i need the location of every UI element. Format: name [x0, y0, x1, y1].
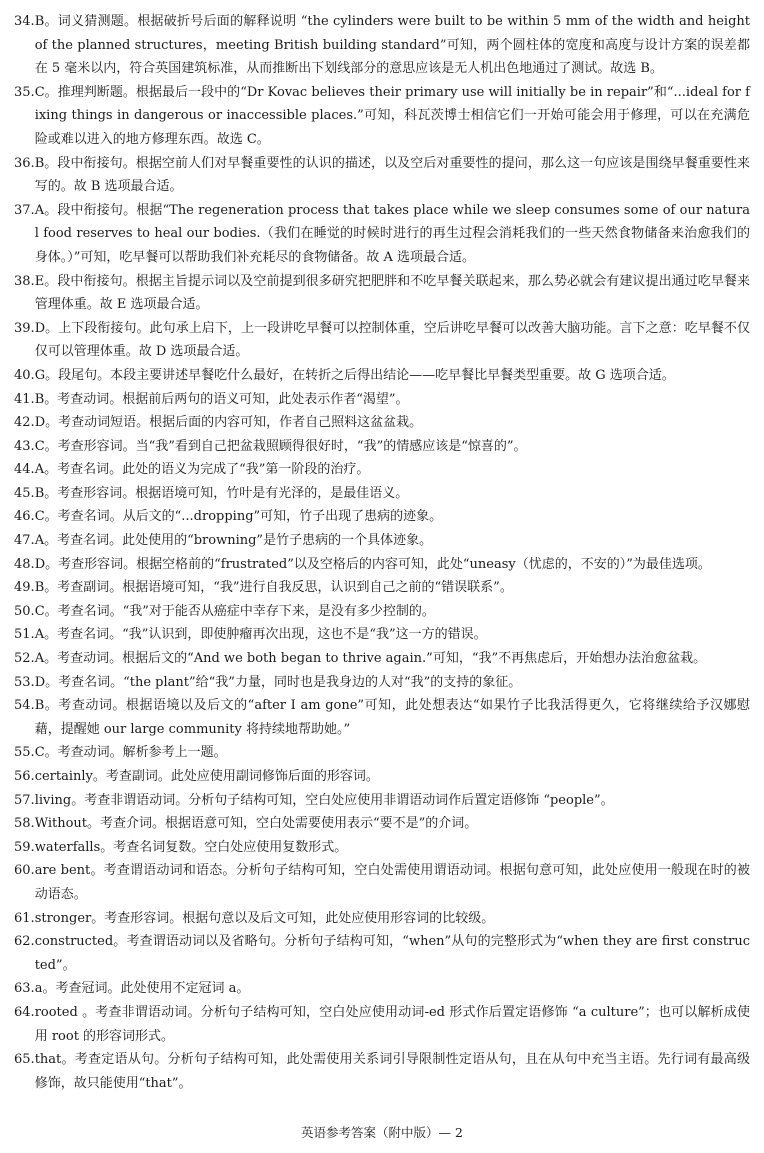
answer-number: 38.	[14, 273, 35, 289]
answer-number: 60.	[14, 863, 35, 879]
answer-number: 56.	[14, 769, 35, 784]
answer-explanation: B。词义猜测题。根据破折号后面的解释说明 “the cylinders were built to be within 5 mm of the width and height of the planned structures，meeting British building standard”可知，两个圆柱体的宽度和高度与设计方案的误差都在 5 毫米以内，符合英国建筑标准，从而推断出下划线部分的意思应该是无人机出色地通过了测试。故选 B。	[34, 14, 750, 77]
answer-number: 57.	[14, 792, 35, 808]
answer-number: 59.	[14, 839, 35, 855]
answer-explanation: living。考查非谓语动词。分析句子结构可知，空白处应使用非谓语动词作后置定语修饰 “people”。	[34, 792, 614, 808]
answer-number: 42.	[14, 415, 35, 431]
answer-number: 43.	[14, 438, 35, 454]
answer-item	[14, 600, 750, 624]
answer-item	[14, 553, 750, 577]
answer-explanation: A。考查名词。“我”认识到，即使肿瘤再次出现，这也不是“我”这一方的错误。	[34, 627, 487, 643]
answer-number: 48.	[14, 556, 35, 572]
answer-item	[14, 930, 750, 977]
page-footer: 英语参考答案（附中版）— 2	[301, 1125, 463, 1140]
answer-explanation: rooted 。考查非谓语动词。分析句子结构可知，空白处应使用动词-ed 形式作后置定语修饰 “a culture”；也可以解析成使用 root 的形容词形式。	[34, 1004, 750, 1044]
answer-explanation: Without。考查介词。根据语意可知，空白处需要使用表示“要不是”的介词。	[34, 816, 478, 832]
answer-number: 63.	[14, 981, 35, 997]
answer-explanation: waterfalls。考查名词复数。空白处应使用复数形式。	[34, 839, 348, 855]
answer-item	[14, 812, 750, 836]
answer-explanation: constructed。考查谓语动词以及省略句。分析句子结构可知，“when”从句的完整形式为“when they are first constructed”。	[34, 934, 750, 973]
answer-explanation: C。考查形容词。当“我”看到自己把盆栽照顾得很好时，“我”的情感应该是“惊喜的”。	[34, 438, 527, 454]
answer-explanation: D。上下段衔接句。此句承上启下，上一段讲吃早餐可以控制体重，空后讲吃早餐可以改善大脑功能。言下之意：吃早餐不仅仅可以管理体重。故 D 选项最合适。	[34, 320, 750, 360]
answer-item	[14, 81, 750, 152]
answer-item	[14, 435, 750, 459]
answer-item	[14, 765, 750, 789]
answer-explanation: A。段中衔接句。根据“The regeneration process that takes place while we sleep consumes some of our natural food reserves to heal our bodies.（我们在睡觉的时候时进行的再生过程会消耗我们的一些天然食物储备来治愈我们的身体。）”可知，吃早餐可以帮助我们补充耗尽的食物储备。故 A 选项最合适。	[34, 202, 750, 265]
answer-number: 64.	[14, 1004, 35, 1020]
answer-explanation: a。考查冠词。此处使用不定冠词 a。	[34, 981, 250, 997]
answer-explanation: C。考查名词。从后文的“...dropping”可知，竹子出现了患病的迹象。	[34, 509, 443, 525]
answer-explanation: B。考查动词。根据前后两句的语义可知，此处表示作者“渴望”。	[34, 391, 409, 407]
answer-item	[14, 364, 750, 388]
answer-item	[14, 1001, 750, 1048]
answer-number: 49.	[14, 580, 35, 596]
answer-item	[14, 836, 750, 860]
answer-item	[14, 1048, 750, 1095]
answer-explanation: that。考查定语从句。分析句子结构可知，此处需使用关系词引导限制性定语从句，且在从句中充当主语。先行词有最高级修饰，故只能使用“that”。	[34, 1052, 750, 1091]
answer-item	[14, 859, 750, 906]
answer-number: 53.	[14, 674, 35, 690]
answer-item	[14, 505, 750, 529]
answer-item	[14, 270, 750, 317]
answer-item	[14, 694, 750, 741]
answer-item	[14, 199, 750, 270]
answer-explanation: G。段尾句。本段主要讲述早餐吃什么最好，在转折之后得出结论——吃早餐比早餐类型重要。故 G 选项合适。	[34, 367, 675, 383]
answer-number: 46.	[14, 509, 35, 525]
answer-number: 40.	[14, 367, 35, 383]
answer-explanation: certainly。考查副词。此处应使用副词修饰后面的形容词。	[34, 769, 379, 784]
answer-list	[14, 10, 750, 1095]
answer-explanation: C。推理判断题。根据最后一段中的“Dr Kovac believes their primary use will initially be in repair”和“...ideal for fixing things in dangerous or inaccessible places.”可知，科瓦茨博士相信它们一开始可能会用于修理，可以在充满危险或难以进入的地方修理东西。故选 C。	[34, 84, 750, 147]
answer-explanation: A。考查名词。此处的语义为完成了“我”第一阶段的治疗。	[34, 462, 370, 478]
answer-number: 55.	[14, 745, 35, 761]
answer-number: 36.	[14, 155, 35, 171]
answer-number: 35.	[14, 84, 35, 100]
answer-explanation: A。考查动词。根据后文的“And we both began to thrive again.”可知，“我”不再焦虑后，开始想办法治愈盆栽。	[34, 651, 707, 667]
answer-item	[14, 977, 750, 1001]
answer-explanation: B。考查副词。根据语境可知，“我”进行自我反思，认识到自己之前的“错误联系”。	[34, 580, 513, 596]
answer-explanation: E。段中衔接句。根据主旨提示词以及空前提到很多研究把肥胖和不吃早餐关联起来，那么势必就会有建议提出通过吃早餐来管理体重。故 E 选项最合适。	[34, 273, 750, 313]
answer-item	[14, 623, 750, 647]
answer-number: 39.	[14, 320, 35, 336]
answer-explanation: D。考查形容词。根据空格前的“frustrated”以及空格后的内容可知，此处“uneasy（忧虑的，不安的）”为最佳选项。	[34, 556, 711, 572]
answer-item	[14, 10, 750, 81]
answer-explanation: C。考查动词。解析参考上一题。	[34, 745, 227, 761]
answer-item	[14, 671, 750, 695]
answer-explanation: B。考查形容词。根据语境可知，竹叶是有光泽的，是最佳语义。	[34, 485, 409, 501]
answer-number: 61.	[14, 910, 35, 926]
answer-item	[14, 317, 750, 364]
answer-item	[14, 576, 750, 600]
answer-number: 65.	[14, 1052, 35, 1068]
answer-explanation: are bent。考查谓语动词和语态。分析句子结构可知，空白处需使用谓语动词。根据句意可知，此处应使用一般现在时的被动语态。	[34, 863, 750, 902]
answer-number: 50.	[14, 603, 35, 619]
answer-number: 54.	[14, 698, 35, 714]
answer-explanation: D。考查名词。“the plant”给“我”力量，同时也是我身边的人对“我”的支持的象征。	[34, 674, 522, 690]
answer-number: 47.	[14, 533, 35, 549]
answer-explanation: C。考查名词。“我”对于能否从癌症中幸存下来，是没有多少控制的。	[34, 603, 435, 619]
answer-item	[14, 411, 750, 435]
answer-item	[14, 458, 750, 482]
answer-item	[14, 482, 750, 506]
answer-number: 45.	[14, 485, 35, 501]
answer-item	[14, 907, 750, 931]
answer-item	[14, 388, 750, 412]
answer-explanation: A。考查名词。此处使用的“browning”是竹子患病的一个具体迹象。	[34, 533, 433, 549]
answer-explanation: B。考查动词。根据语境以及后文的“after I am gone”可知，此处想表达“如果竹子比我活得更久，它将继续给予汉娜慰藉，提醒她 our large community 将持续地帮助她。”	[34, 698, 750, 737]
answer-item	[14, 741, 750, 765]
answer-number: 62.	[14, 934, 35, 950]
answer-number: 58.	[14, 816, 35, 832]
answer-item	[14, 152, 750, 199]
answer-number: 41.	[14, 391, 35, 407]
answer-number: 34.	[14, 14, 35, 29]
answer-number: 52.	[14, 651, 35, 667]
answer-explanation: B。段中衔接句。根据空前人们对早餐重要性的认识的描述，以及空后对重要性的提问，那么这一句应该是围绕早餐重要性来写的。故 B 选项最合适。	[34, 155, 750, 195]
answer-item	[14, 647, 750, 671]
answer-number: 51.	[14, 627, 35, 643]
answer-item	[14, 529, 750, 553]
answer-number: 37.	[14, 202, 35, 218]
answer-number: 44.	[14, 462, 35, 478]
answer-explanation: stronger。考查形容词。根据句意以及后文可知，此处应使用形容词的比较级。	[34, 910, 495, 926]
answer-explanation: D。考查动词短语。根据后面的内容可知，作者自己照料这盆盆栽。	[34, 415, 423, 431]
answer-item	[14, 789, 750, 813]
